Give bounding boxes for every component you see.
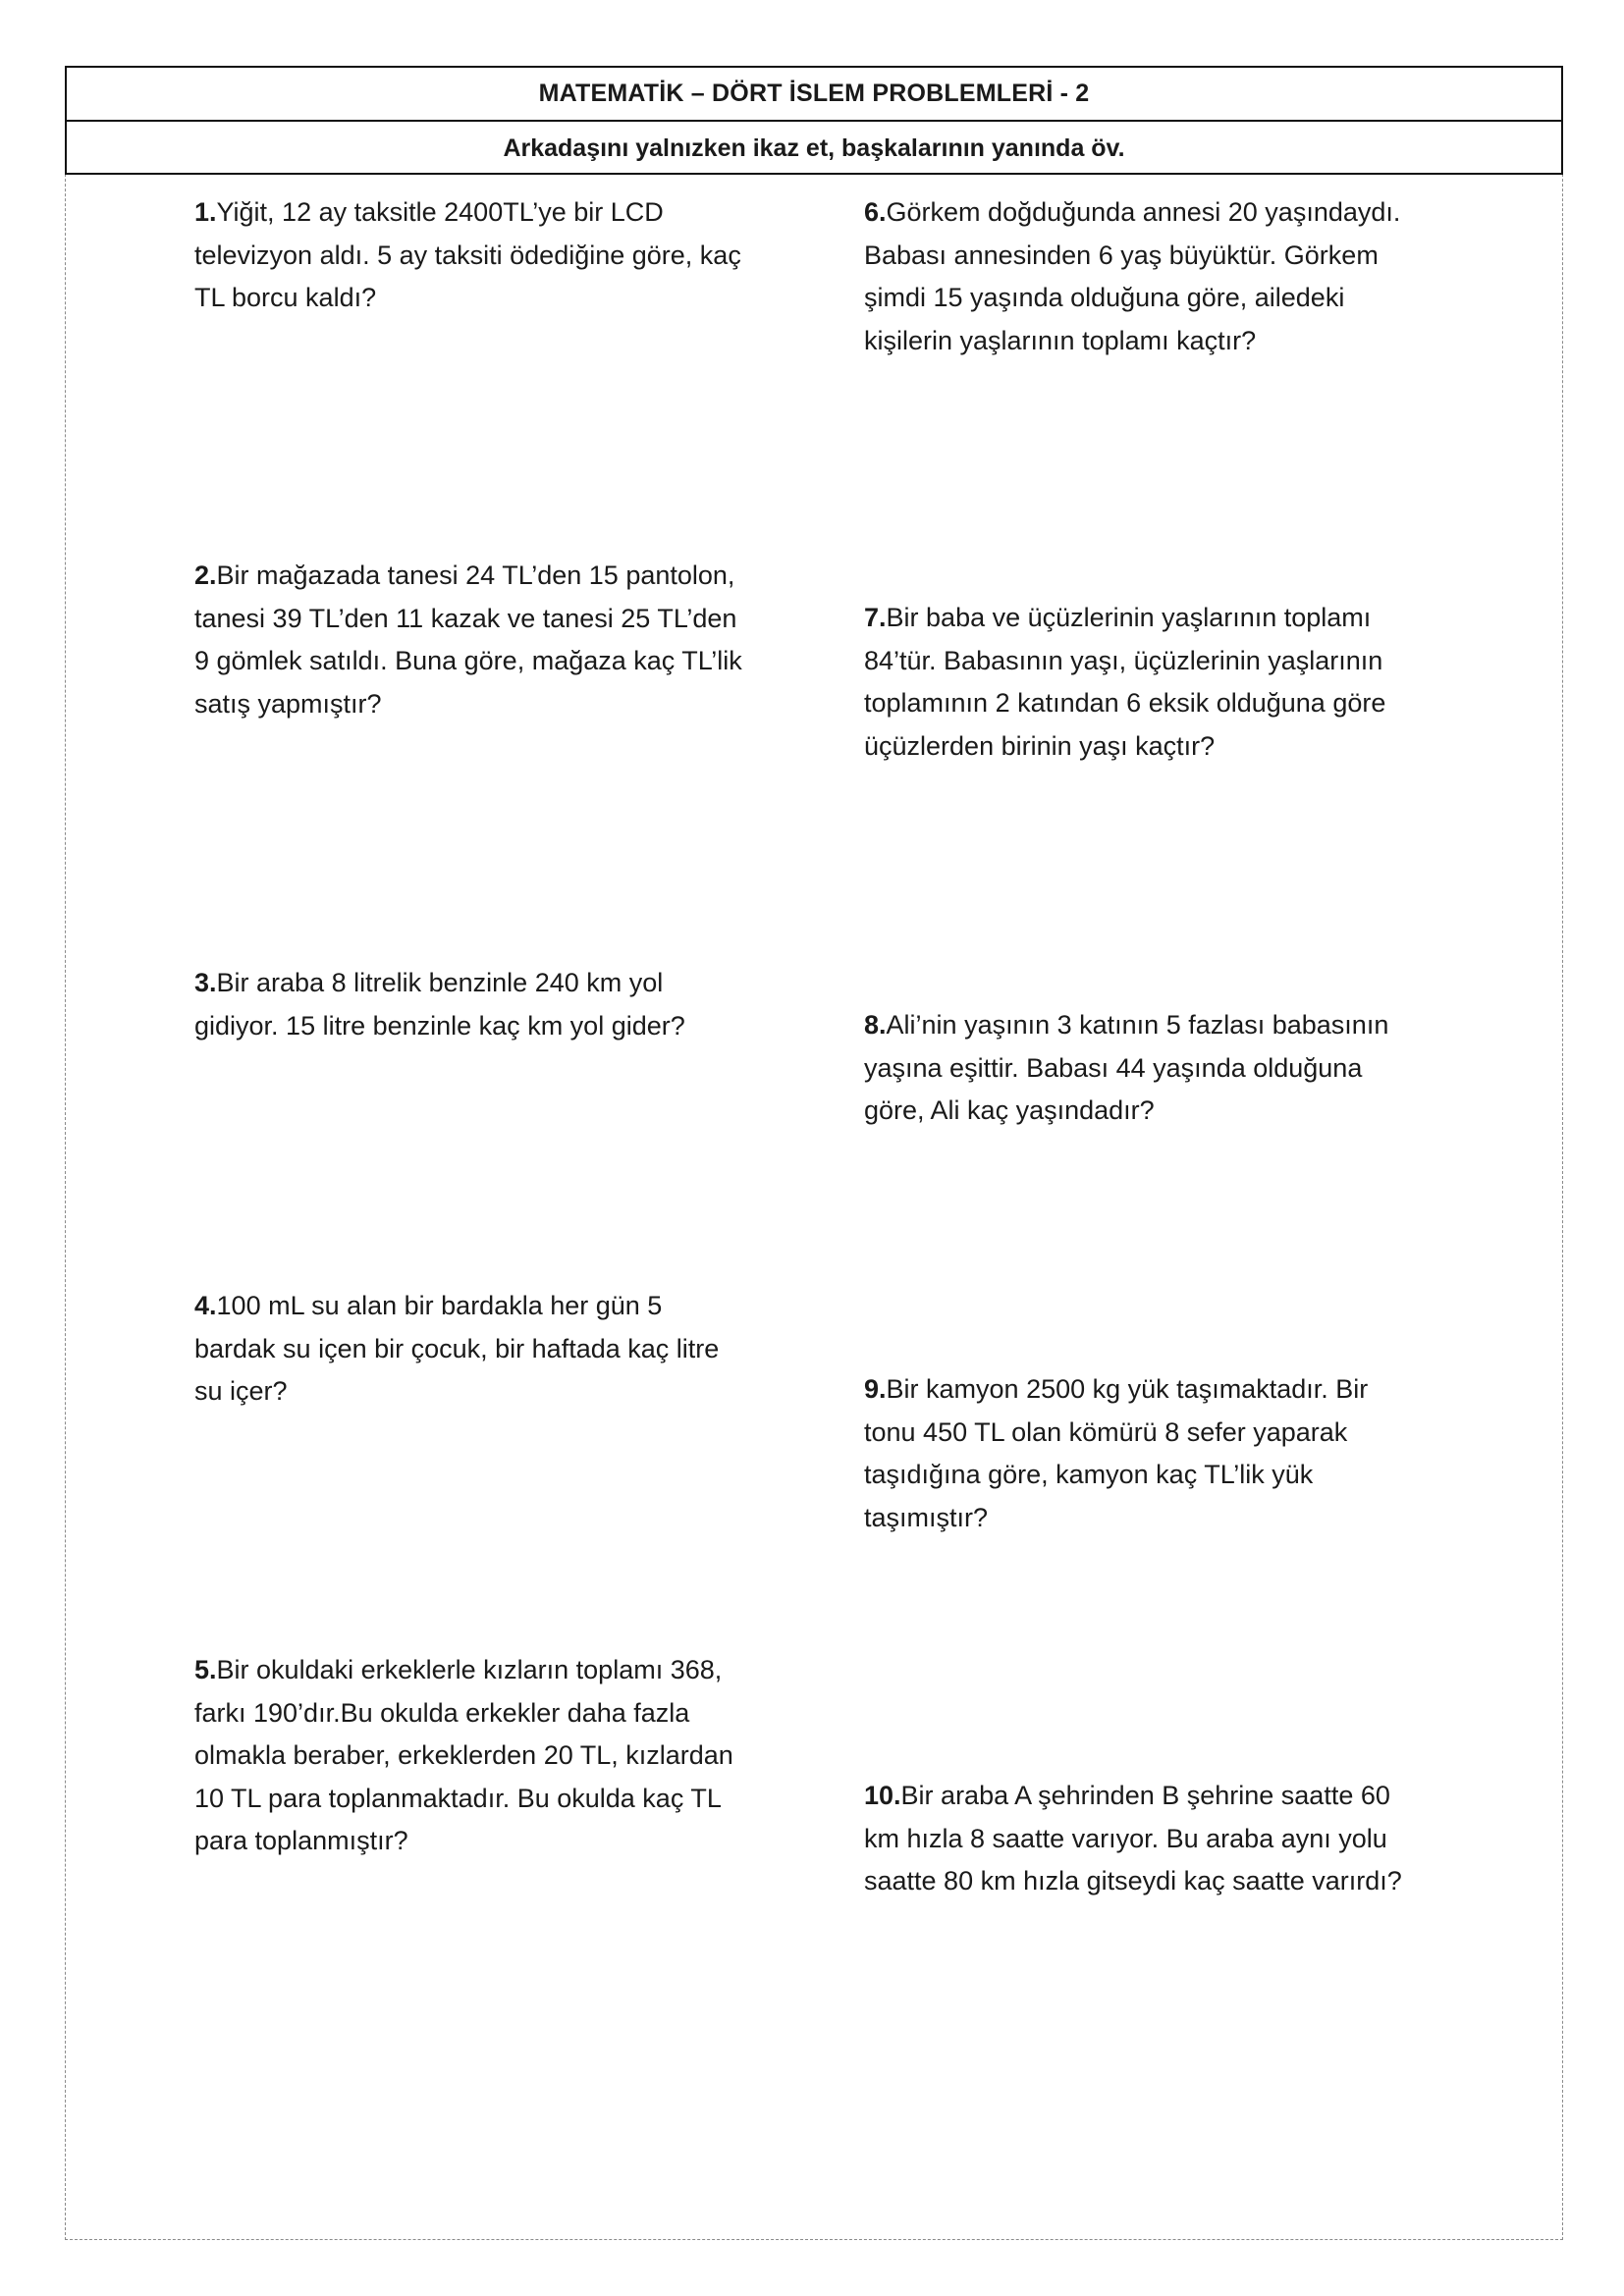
problem-line [194,1285,784,1328]
problem-text: Bir araba 8 litrelik benzinle 240 km yol [216,968,664,997]
problem-number: 9. [864,1374,887,1404]
problem-line: toplamının 2 katından 6 eksik olduğuna göre [864,688,1386,718]
problem-text: 100 mL su alan bir bardakla her gün 5 [216,1291,663,1320]
problem-line: 9 gömlek satıldı. Buna göre, mağaza kaç TL’lik [194,646,742,675]
problem-line: farkı 190’dır.Bu okulda erkekler daha fazla [194,1697,690,1728]
problem-number: 2. [194,561,217,590]
problem-7 [864,597,1453,768]
problem-line [864,191,1453,235]
problem-line [194,555,784,598]
problem-line: taşıdığına göre, kamyon kaç TL’lik yük [864,1460,1314,1489]
problem-1 [194,191,784,320]
problem-line: tonu 450 TL olan kömürü 8 sefer yaparak [864,1416,1348,1447]
problem-text: Bir baba ve üçüzlerinin yaşlarının toplamı [886,603,1372,632]
problem-line: TL borcu kaldı? [194,283,377,312]
problem-line: tanesi 39 TL’den 11 kazak ve tanesi 25 TL’den [194,603,737,633]
problem-line: bardak su içen bir çocuk, bir haftada kaç litre [194,1333,720,1363]
problem-line [864,1368,1453,1412]
problem-line: su içer? [194,1376,288,1406]
problem-line: para toplanmıştır? [194,1826,408,1855]
problem-text: Bir okuldaki erkeklerle kızların toplamı 368, [216,1655,723,1684]
problem-line: Babası annesinden 6 yaş büyüktür. Görkem [864,240,1379,270]
problem-line: göre, Ali kaç yaşındadır? [864,1095,1155,1125]
problem-text: Ali’nin yaşının 3 katının 5 fazlası babasının [886,1010,1389,1040]
problem-number: 7. [864,603,887,632]
problem-2 [194,555,784,725]
problem-line: kişilerin yaşlarının toplamı kaçtır? [864,325,1257,355]
problem-number: 3. [194,968,217,997]
problem-number: 8. [864,1010,887,1040]
problem-number: 5. [194,1655,217,1684]
problem-text: Bir mağazada tanesi 24 TL’den 15 pantolon, [216,561,735,590]
problem-line: üçüzlerden birinin yaşı kaçtır? [864,730,1216,761]
problem-text: Görkem doğduğunda annesi 20 yaşındaydı. [886,197,1401,227]
problem-9 [864,1368,1453,1539]
problem-10 [864,1775,1453,1903]
page-border [65,66,1563,2240]
problem-4 [194,1285,784,1414]
problem-line [194,1649,784,1692]
worksheet-header [65,66,1563,175]
problem-line [864,1775,1453,1818]
problem-line [194,962,784,1005]
problem-5 [194,1649,784,1863]
worksheet-title: MATEMATİK – DÖRT İSLEM PROBLEMLERİ - 2 [67,68,1561,122]
problem-line [864,597,1453,640]
problem-line: satış yapmıştır? [194,688,382,719]
problem-line: taşımıştır? [864,1502,989,1532]
problem-line: yaşına eşittir. Babası 44 yaşında olduğuna [864,1052,1363,1083]
problem-text: Bir araba A şehrinden B şehrine saatte 60 [900,1781,1390,1810]
problem-3 [194,962,784,1047]
problem-6 [864,191,1453,362]
problem-line [864,1004,1453,1047]
problem-line: olmakla beraber, erkeklerden 20 TL, kızlardan [194,1740,733,1770]
problem-number: 10. [864,1781,901,1810]
problem-number: 4. [194,1291,217,1320]
problem-line: şimdi 15 yaşında olduğuna göre, ailedeki [864,283,1345,312]
problem-line: gidiyor. 15 litre benzinle kaç km yol gider? [194,1010,685,1041]
problem-line: km hızla 8 saatte varıyor. Bu araba aynı yolu [864,1823,1387,1853]
problem-number: 6. [864,197,887,227]
problem-line: televizyon aldı. 5 ay taksiti ödediğine göre, kaç [194,240,741,270]
problem-line: 84’tür. Babasının yaşı, üçüzlerinin yaşlarının [864,645,1383,675]
problem-text: Yiğit, 12 ay taksitle 2400TL’ye bir LCD [216,197,664,227]
problem-8 [864,1004,1453,1133]
problem-line: saatte 80 km hızla gitseydi kaç saatte varırdı? [864,1866,1402,1896]
problem-line [194,191,784,235]
problem-line: 10 TL para toplanmaktadır. Bu okulda kaç TL [194,1783,722,1813]
problem-text: Bir kamyon 2500 kg yük taşımaktadır. Bir [886,1374,1369,1404]
problem-number: 1. [194,197,217,227]
worksheet-motto: Arkadaşını yalnızken ikaz et, başkalarının yanında öv. [503,133,1125,162]
